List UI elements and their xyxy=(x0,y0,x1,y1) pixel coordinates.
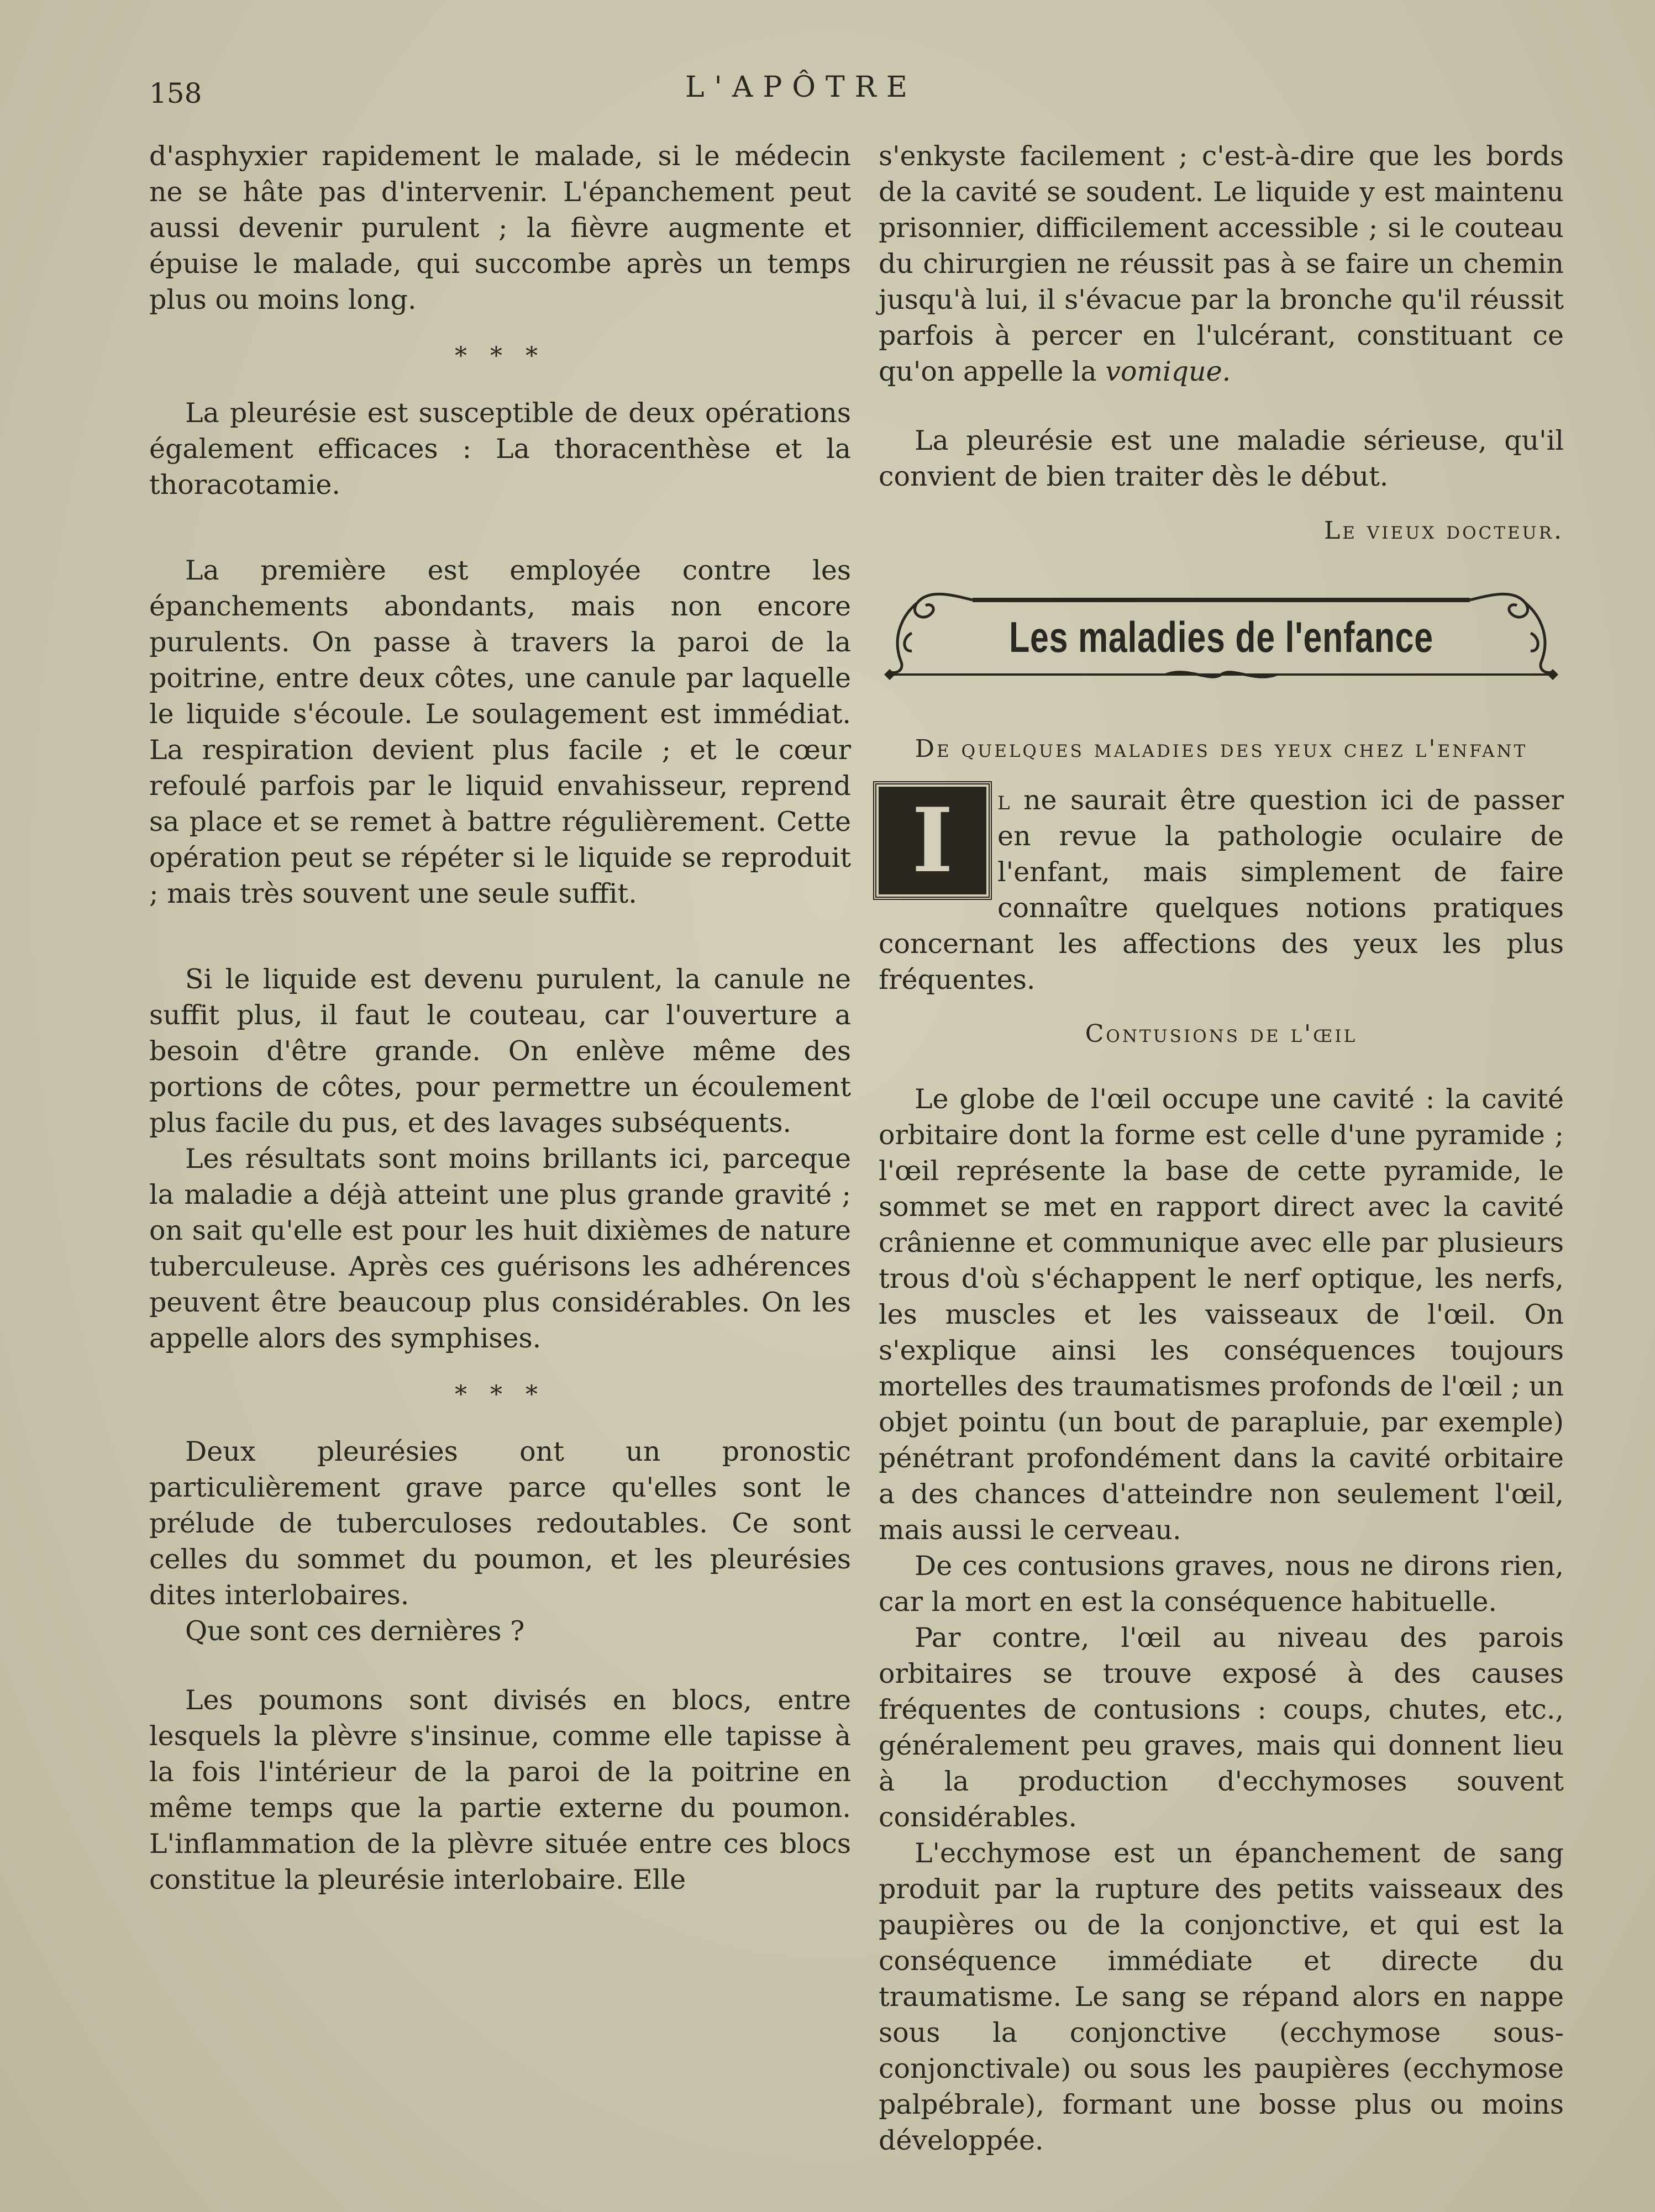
paragraph: La pleurésie est susceptible de deux opérations également efficaces : La thoracenthèse et la thoracotamie. xyxy=(149,397,851,501)
lead-letter: l xyxy=(997,784,1010,816)
section-separator: * * * xyxy=(455,1381,545,1409)
paragraph-text: s'enkyste facilement ; c'est-à-dire que les bords de la cavité se soudent. Le liquide y est maintenu prisonnier, difficilement accessible ; si le couteau du chirurgien ne réussit pas à se faire un chemin jusqu'à lui, il s'évacue par la bronche qu'il réussit parfois à percer en l'ulcérant, constituant ce qu'on appelle la xyxy=(879,140,1564,387)
left-column xyxy=(149,138,851,1898)
drop-cap: I xyxy=(879,787,986,894)
paragraph xyxy=(879,138,1564,389)
journal-title: L'APÔTRE xyxy=(685,71,917,104)
subsection-title: Contusions de l'œil xyxy=(1085,1020,1358,1048)
paragraph: d'asphyxier rapidement le malade, si le médecin ne se hâte pas d'intervenir. L'épanchement peut aussi devenir purulent ; la fièvre augmente et épuise le malade, qui succombe après un temps plus ou moins long. xyxy=(149,140,851,315)
paragraph: L'ecchymose est un épanchement de sang produit par la rupture des petits vaisseaux des paupières ou de la conjonctive, et qui est la conséquence immédiate et directe du traumatisme. Le sang se répand alors en nappe sous la conjonctive (ecchymose sous-conjonctivale) ou sous les paupières (ecchymose palpébrale), formant une bosse plus ou moins développée. xyxy=(879,1837,1564,2156)
paragraph: Deux pleurésies ont un pronostic particulièrement grave parce qu'elles sont le prélude de tuberculoses redoutables. Ce sont celles du sommet du poumon, et les pleurésies dites interlobaires. xyxy=(149,1436,851,1611)
section-title: Les maladies de l'enfance xyxy=(1009,613,1433,661)
paragraph: Si le liquide est devenu purulent, la canule ne suffit plus, il faut le couteau, car l'ouverture a besoin d'être grande. On enlève même des portions de côtes, pour permettre un écoulement plus facile du pus, et des lavages subséquents. xyxy=(149,963,851,1139)
paragraph: La pleurésie est une maladie sérieuse, qu'il convient de bien traiter dès le début. xyxy=(879,425,1564,492)
page-number: 158 xyxy=(149,77,202,109)
paragraph-text: ne saurait être question ici de passer en revue la pathologie oculaire de l'enfant, mais simplement de faire connaître quelques notions pratiques concernant les affections des yeux les plus fréquentes. xyxy=(879,784,1564,996)
paragraph: Les résultats sont moins brillants ici, parceque la maladie a déjà atteint une plus grande gravité ; on sait qu'elle est pour les huit dixièmes de nature tuberculeuse. Après ces guérisons les adhérences peuvent être beaucoup plus considérables. On les appelle alors des symphises. xyxy=(149,1143,851,1354)
section-separator: * * * xyxy=(455,342,545,370)
paragraph: La première est employée contre les épanchements abondants, mais non encore purulents. On passe à travers la paroi de la poitrine, entre deux côtes, une canule par laquelle le liquide s'écoule. Le soulagement est immédiat. La respiration devient plus facile ; et le cœur refoulé parfois par le liquid envahisseur, reprend sa place et se remet à battre régulièrement. Cette opération peut se répéter si le liquide se reproduit ; mais très souvent une seule suffit. xyxy=(149,555,851,909)
intro-paragraph xyxy=(879,782,1564,998)
paragraph: Que sont ces dernières ? xyxy=(185,1615,525,1647)
paragraph: Par contre, l'œil au niveau des parois orbitaires se trouve exposé à des causes fréquentes de contusions : coups, chutes, etc., généralement peu graves, mais qui donnent lieu à la production d'ecchymoses souvent considérables. xyxy=(879,1622,1564,1833)
author-signature: Le vieux docteur. xyxy=(1323,517,1564,545)
section-banner xyxy=(879,578,1564,699)
paragraph: Le globe de l'œil occupe une cavité : la cavité orbitaire dont la forme est celle d'une pyramide ; l'œil représente la base de cette pyramide, le sommet se met en rapport direct avec la cavité crânienne et communique avec elle par plusieurs trous d'où s'échappent le nerf optique, les nerfs, les muscles et les vaisseaux de l'œil. On s'explique ainsi les conséquences toujours mortelles des traumatismes profonds de l'œil ; un objet pointu (un bout de parapluie, par exemple) pénétrant profondément dans la cavité orbitaire a des chances d'atteindre non seulement l'œil, mais aussi le cerveau. xyxy=(879,1083,1564,1546)
paragraph: De ces contusions graves, nous ne dirons rien, car la mort en est la conséquence habituelle. xyxy=(879,1550,1564,1618)
article-title: De quelques maladies des yeux chez l'enfant xyxy=(915,735,1528,763)
italic-term: vomique. xyxy=(1105,356,1231,387)
paragraph: Les poumons sont divisés en blocs, entre lesquels la plèvre s'insinue, comme elle tapisse à la fois l'intérieur de la paroi de la poitrine en même temps que la partie externe du poumon. L'inflammation de la plèvre située entre ces blocs constitue la pleurésie interlobaire. Elle xyxy=(149,1684,851,1895)
right-column xyxy=(879,138,1564,2158)
